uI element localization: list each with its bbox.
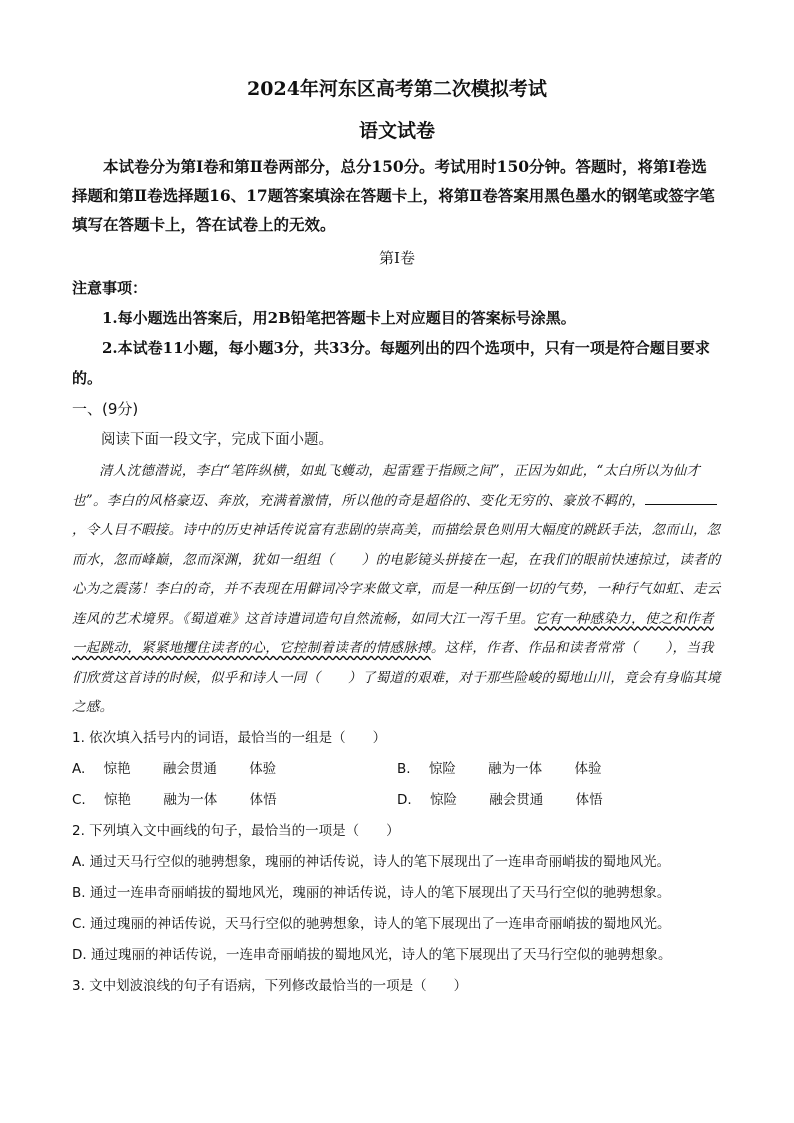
reading-passage <box>72 457 722 723</box>
q1-option-d[interactable]: D. 惊险 融会贯通 体悟 <box>397 791 603 808</box>
q2-option-d[interactable]: D. 通过瑰丽的神话传说，一连串奇丽峭拔的蜀地风光，诗人的笔下展现出了天马行空似的驰骋想象。 <box>72 946 672 963</box>
q1-option-c[interactable]: C. 惊艳 融为一体 体悟 <box>72 791 277 808</box>
exam-title: 2024年河东区高考第二次模拟考试 <box>247 78 547 100</box>
q2-option-b[interactable]: B. 通过一连串奇丽峭拔的蜀地风光，瑰丽的神话传说，诗人的笔下展现出了天马行空似的驰骋想象。 <box>72 884 671 901</box>
q1-option-a[interactable]: A. 惊艳 融会贯通 体验 <box>72 760 277 777</box>
question-1-options <box>72 754 722 816</box>
fill-blank <box>645 490 717 505</box>
notice-item-1: 1.每小题选出答案后，用2B铅笔把答题卡上对应题目的答案标号涂黑。 <box>102 309 576 327</box>
exam-subtitle: 语文试卷 <box>358 120 435 142</box>
wavy-underlined-sentence: 它有一种感染力，使之和作者一起跳动，紧紧地攫住读者的心，它控制着读者的情感脉搏 <box>72 610 714 656</box>
passage-part-2: ，令人目不暇接。诗中的历史神话传说富有悲剧的崇高美，而描绘景色则用大幅度的跳跃手法，忽而山，忽而水，忽而峰巅，忽而深渊，犹如一组组（ ）的电影镜头拼接在一起，在我们的眼前快速掠过，读者的心为之震荡！李白的奇，并不表现在用僻词冷字来做文章，而是一种压倒一切的气势，一种行气如虹、走云连风的艺术境界。《蜀道难》这首诗遣词造句自然流畅，如同大江一泻千里。 <box>72 522 721 627</box>
question-2-stem: 2. 下列填入文中画线的句子，最恰当的一项是（ ） <box>72 822 400 839</box>
notice-heading: 注意事项： <box>72 279 148 297</box>
q2-option-a[interactable]: A. 通过天马行空似的驰骋想象，瑰丽的神话传说，诗人的笔下展现出了一连串奇丽峭拔的蜀地风光。 <box>72 853 671 870</box>
section-instruction: 阅读下面一段文字，完成下面小题。 <box>101 432 333 448</box>
exam-instructions: 本试卷分为第Ⅰ卷和第Ⅱ卷两部分，总分150分。考试用时150分钟。答题时，将第Ⅰ卷选择题和第Ⅱ卷选择题16、17题答案填涂在答题卡上，将第Ⅱ卷答案用黑色墨水的钢笔或签字笔填写在答题卡上，答在试卷上的无效。 <box>72 157 715 234</box>
exam-page <box>72 64 722 1002</box>
q2-option-c[interactable]: C. 通过瑰丽的神话传说，天马行空似的驰骋想象，诗人的笔下展现出了一连串奇丽峭拔的蜀地风光。 <box>72 915 671 932</box>
question-1-stem: 1. 依次填入括号内的词语，最恰当的一组是（ ） <box>72 729 387 746</box>
passage-part-1: 清人沈德潜说，李白“笔阵纵横，如虬飞蠖动，起雷霆于指顾之间”，正因为如此，“太白所以为仙才也”。李白的风格豪迈、奔放，充满着激情，所以他的奇是超俗的、变化无穷的、豪放不羁的， <box>72 463 701 509</box>
q1-option-b[interactable]: B. 惊险 融为一体 体验 <box>397 760 602 777</box>
passage-part-3: 。这样，作者、作品和读者常常（ ），当我们欣赏这首诗的时候，似乎和诗人一同（ ）了蜀道的艰难，对于那些险峻的蜀地山川，竟会有身临其境之感。 <box>72 640 721 715</box>
question-3-stem: 3. 文中划波浪线的句子有语病，下列修改最恰当的一项是（ ） <box>72 977 468 994</box>
volume-label: 第Ⅰ卷 <box>379 249 415 267</box>
section-label: 一、(9分) <box>72 400 139 418</box>
notice-item-2: 2.本试卷11小题，每小题3分，共33分。每题列出的四个选项中，只有一项是符合题目要求的。 <box>72 339 710 387</box>
